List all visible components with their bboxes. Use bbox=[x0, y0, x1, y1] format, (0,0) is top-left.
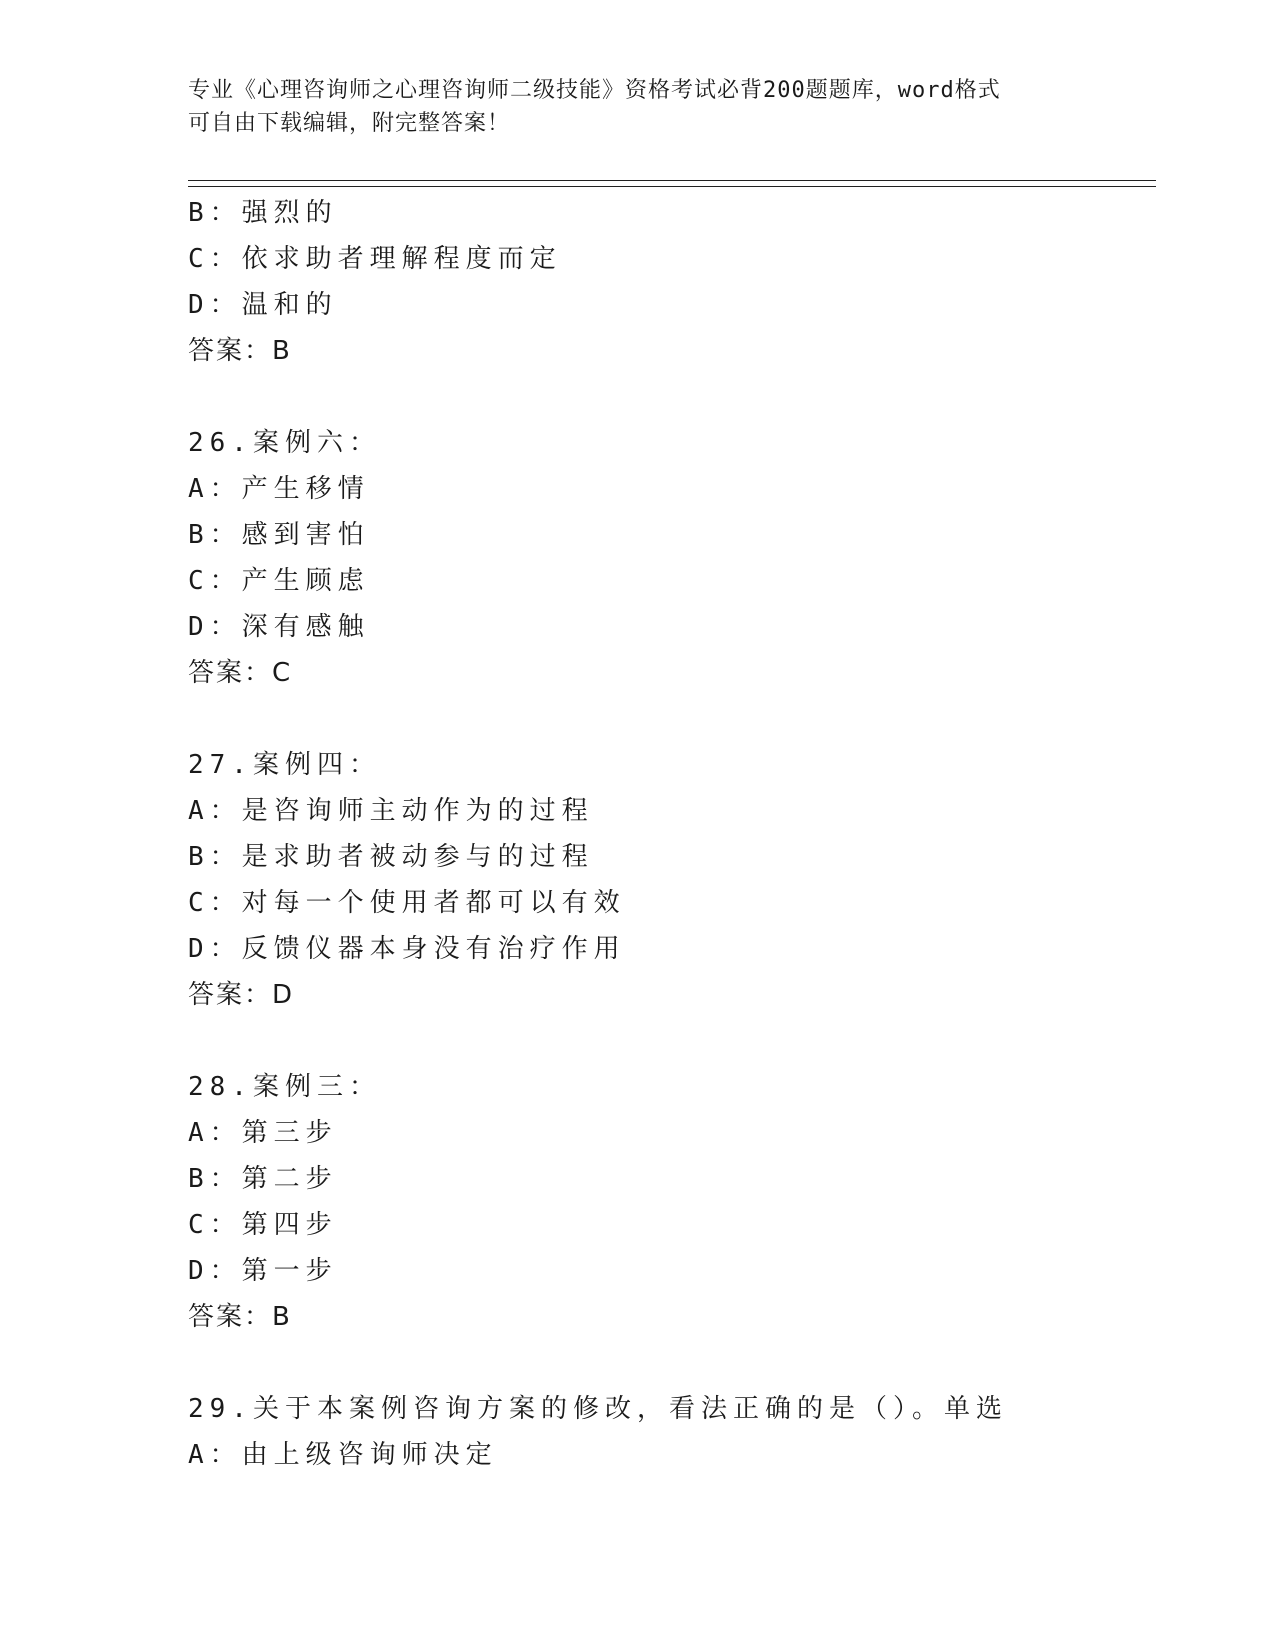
option-c: C：对每一个使用者都可以有效 bbox=[188, 888, 626, 918]
option-d: D：深有感触 bbox=[188, 612, 370, 642]
option-b: B：是求助者被动参与的过程 bbox=[188, 842, 594, 872]
spacer bbox=[188, 696, 1148, 742]
option-a: A：第三步 bbox=[188, 1118, 338, 1148]
answer: 答案：C bbox=[188, 658, 293, 688]
question-27 bbox=[188, 742, 1148, 1018]
answer: 答案：B bbox=[188, 1302, 292, 1332]
header-line-2: 可自由下载编辑，附完整答案！ bbox=[188, 111, 511, 136]
option-c: C：产生顾虑 bbox=[188, 566, 370, 596]
question-list bbox=[188, 190, 1148, 1478]
option-d: D：第一步 bbox=[188, 1256, 338, 1286]
option-a: A：是咨询师主动作为的过程 bbox=[188, 796, 594, 826]
option-d: D：反馈仪器本身没有治疗作用 bbox=[188, 934, 626, 964]
spacer bbox=[188, 1340, 1148, 1386]
answer: 答案：D bbox=[188, 980, 295, 1010]
option-a: A：由上级咨询师决定 bbox=[188, 1440, 498, 1470]
option-c: C：第四步 bbox=[188, 1210, 338, 1240]
answer: 答案：B bbox=[188, 336, 292, 366]
question-25 bbox=[188, 190, 1148, 374]
question-29 bbox=[188, 1386, 1148, 1478]
question-stem: 28.案例三： bbox=[188, 1072, 381, 1102]
question-26 bbox=[188, 420, 1148, 696]
question-28 bbox=[188, 1064, 1148, 1340]
option-a: A：产生移情 bbox=[188, 474, 370, 504]
option-c: C：依求助者理解程度而定 bbox=[188, 244, 562, 274]
option-b: B：感到害怕 bbox=[188, 520, 370, 550]
header-line-1: 专业《心理咨询师之心理咨询师二级技能》资格考试必背200题题库，word格式 bbox=[188, 78, 1001, 103]
option-b: B：第二步 bbox=[188, 1164, 338, 1194]
question-stem: 29.关于本案例咨询方案的修改，看法正确的是（）。单选 bbox=[188, 1394, 1008, 1424]
question-stem: 26.案例六： bbox=[188, 428, 381, 458]
document-header bbox=[188, 74, 1088, 140]
header-divider bbox=[188, 180, 1156, 187]
spacer bbox=[188, 374, 1148, 420]
spacer bbox=[188, 1018, 1148, 1064]
option-b: B：强烈的 bbox=[188, 198, 338, 228]
question-stem: 27.案例四： bbox=[188, 750, 381, 780]
option-d: D：温和的 bbox=[188, 290, 338, 320]
